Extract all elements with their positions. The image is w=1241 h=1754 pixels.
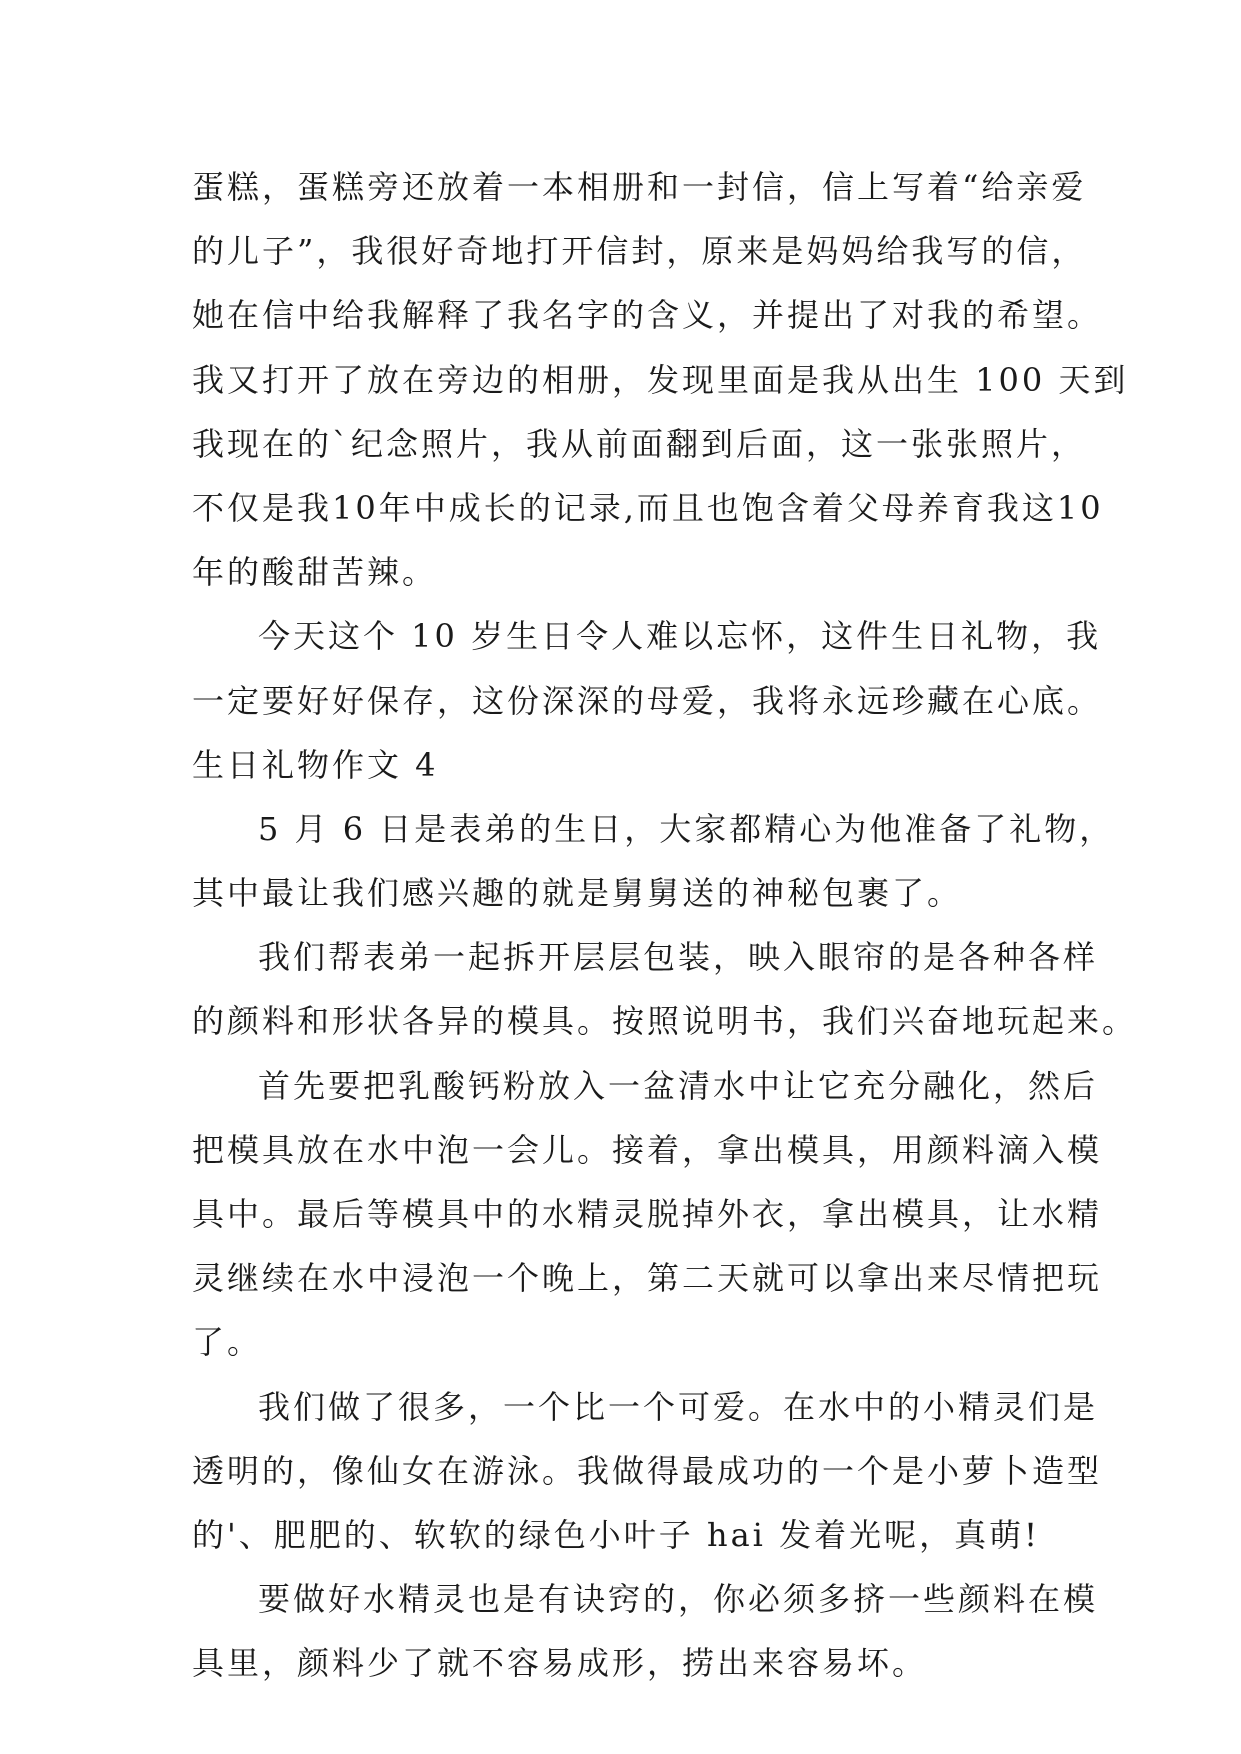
text-line: 具中。最后等模具中的水精灵脱掉外衣，拿出模具，让水精 (192, 1195, 1103, 1233)
text-line: 她在信中给我解释了我名字的含义，并提出了对我的希望。 (192, 296, 1103, 335)
text-line: 今天这个 10 岁生日令人难以忘怀，这件生日礼物，我 (258, 617, 1102, 656)
text-line: 我们做了很多，一个比一个可爱。在水中的小精灵们是 (258, 1387, 1099, 1426)
text-line: 年的酸甜苦辣。 (192, 553, 438, 592)
essay-text (192, 155, 1138, 1696)
text-line: 灵继续在水中浸泡一个晚上，第二天就可以拿出来尽情把玩 (192, 1259, 1103, 1298)
text-line: 我们帮表弟一起拆开层层包装，映入眼帘的是各种各样 (258, 938, 1099, 977)
text-line: 一定要好好保存，这份深深的母爱，我将永远珍藏在心底。 (192, 681, 1103, 720)
text-line: 我又打开了放在旁边的相册，发现里面是我从出生 100 天到 (192, 360, 1129, 399)
text-line: 5 月 6 日是表弟的生日，大家都精心为他准备了礼物， (258, 809, 1115, 848)
text-line: 生日礼物作文 4 (192, 745, 439, 784)
text-line: 把模具放在水中泡一会儿。接着，拿出模具，用颜料滴入模 (192, 1130, 1103, 1169)
text-line: 要做好水精灵也是有诀窍的，你必须多挤一些颜料在模 (258, 1580, 1099, 1619)
text-line: 我现在的`纪念照片，我从前面翻到后面，这一张张照片， (192, 424, 1087, 463)
text-line: 了。 (192, 1323, 263, 1362)
text-line: 不仅是我10年中成长的记录,而且也饱含着父母养育我这10 (192, 488, 1104, 527)
text-line: 蛋糕，蛋糕旁还放着一本相册和一封信，信上写着“给亲爱 (192, 168, 1087, 206)
text-line: 首先要把乳酸钙粉放入一盆清水中让它充分融化，然后 (258, 1066, 1099, 1105)
text-line: 其中最让我们感兴趣的就是舅舅送的神秘包裹了。 (192, 874, 963, 913)
text-line: 的儿子”，我很好奇地打开信封，原来是妈妈给我写的信， (192, 232, 1087, 271)
text-line: 具里，颜料少了就不容易成形，捞出来容易坏。 (192, 1644, 928, 1683)
text-line: 透明的，像仙女在游泳。我做得最成功的一个是小萝卜造型 (192, 1451, 1103, 1490)
text-line: 的颜料和形状各异的模具。按照说明书，我们兴奋地玩起来。 (192, 1002, 1138, 1041)
text-line: 的'、肥肥的、软软的绿色小叶子 hai 发着光呢，真萌! (192, 1515, 1040, 1554)
